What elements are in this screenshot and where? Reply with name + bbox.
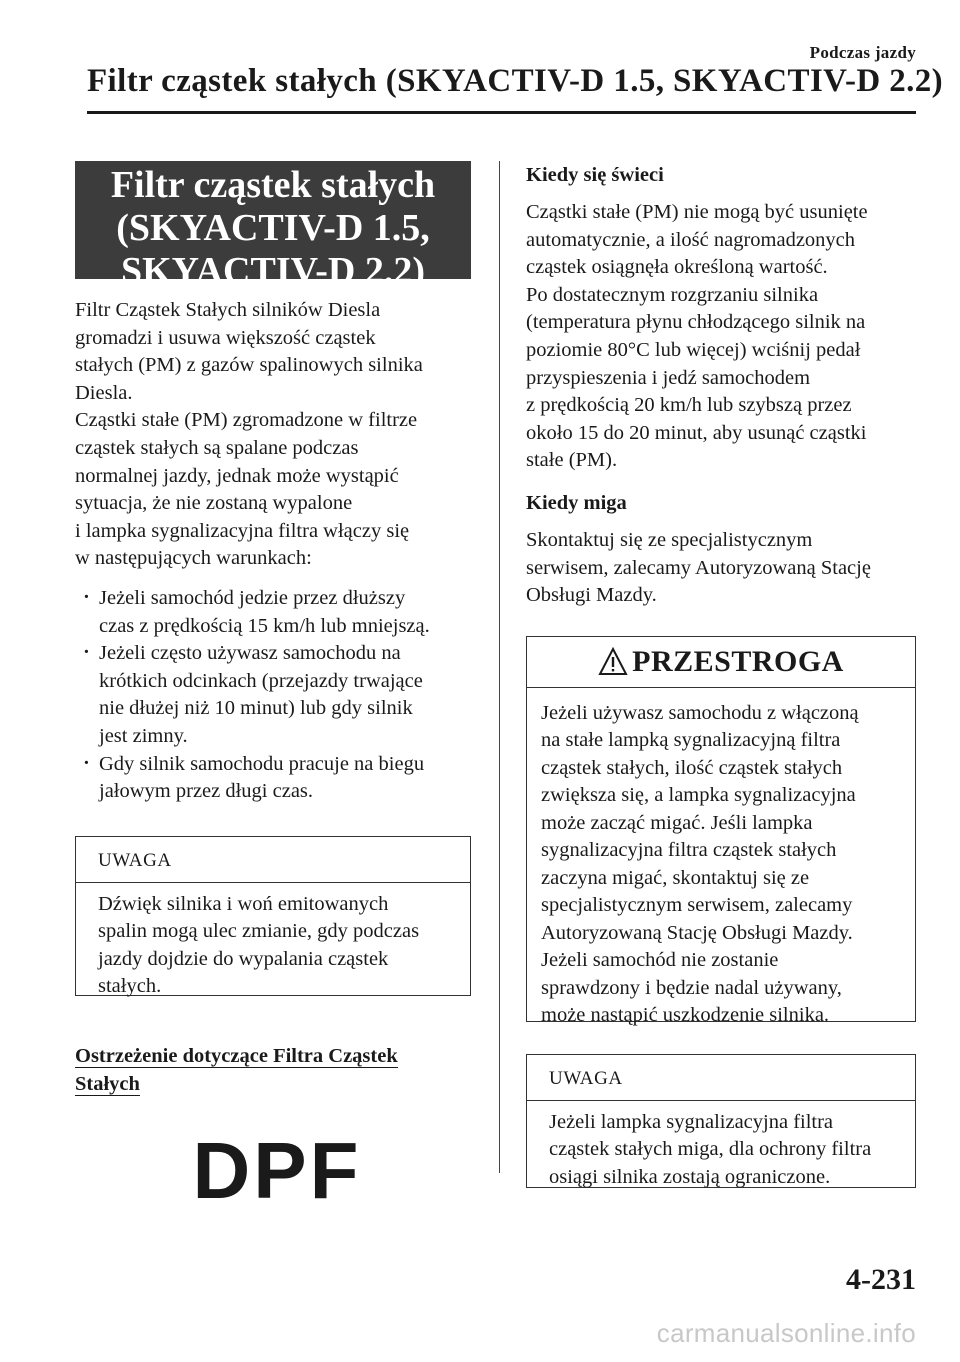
text-line: jałowym przez długi czas. (99, 780, 314, 803)
text-line: Jeżeli samochód nie zostanie (541, 949, 779, 972)
page-header-title: Filtr cząstek stałych (SKYACTIV-D 1.5, SKYACTIV-D 2.2) (87, 63, 944, 99)
text-line: serwisem, zalecamy Autoryzowaną Stację (526, 556, 871, 579)
note-box (526, 1054, 916, 1188)
text-line: stałych (PM) z gazów spalinowych silnika (75, 354, 423, 377)
left-column (75, 161, 471, 1215)
text-line: spalin mogą ulec zmianie, gdy podczas (98, 920, 420, 943)
text-line: Obsługi Mazdy. (526, 584, 657, 607)
text-line: (temperatura płynu chłodzącego silnik na (526, 311, 866, 334)
text-line: jest zimny. (99, 724, 188, 747)
warning-triangle-icon (598, 647, 628, 677)
text-line: Jeżeli używasz samochodu z włączoną (541, 701, 859, 724)
conditions-list (75, 585, 471, 806)
text-line: Autoryzowaną Stację Obsługi Mazdy. (541, 921, 853, 944)
text-line: Cząstki stałe (PM) zgromadzone w filtrze (75, 409, 418, 432)
text-line: w następujących warunkach: (75, 547, 312, 570)
text-line: zaczyna migać, skontaktuj się ze (541, 866, 810, 889)
text-line: cząstek stałych, ilość cząstek stałych (541, 756, 843, 779)
section-title-line: SKYACTIV-D 2.2) (120, 250, 426, 292)
text-line: i lampka sygnalizacyjna filtra włączy się (75, 519, 410, 542)
text-line: automatycznie, a ilość nagromadzonych (526, 228, 856, 251)
text-line: specjalistycznym serwisem, zalecamy (541, 894, 853, 917)
text-line: Filtr Cząstek Stałych silników Diesla (75, 299, 381, 321)
section-title-box (75, 161, 471, 292)
section-label: Podczas jazdy (809, 43, 916, 62)
text-line: nie dłużej niż 10 minut) lub gdy silnik (99, 697, 413, 720)
dpf-indicator-icon: DPF (192, 1125, 362, 1215)
text-line: może nastąpić uszkodzenie silnika. (541, 1004, 830, 1027)
caution-header (527, 637, 915, 688)
section-title-line: (SKYACTIV-D 1.5, (116, 207, 430, 249)
text-line: Stałych (75, 1072, 140, 1095)
note-box (75, 836, 471, 996)
caution-body (527, 688, 915, 1040)
note-heading: UWAGA (76, 837, 470, 883)
text-line: jazdy dojdzie do wypalania cząstek (98, 947, 389, 970)
intro-paragraph (75, 297, 471, 573)
note-body (76, 883, 470, 1013)
text-line: Cząstki stałe (PM) nie mogą być usunięte (526, 201, 868, 223)
text-line: Ostrzeżenie dotyczące Filtra Cząstek (75, 1044, 398, 1067)
watermark: carmanualsonline.info (656, 1318, 916, 1348)
text-line: z prędkością 20 km/h lub szybszą przez (526, 394, 852, 417)
list-item (75, 751, 471, 806)
text-line: · Jeżeli często używasz samochodu na (99, 642, 401, 665)
flash-paragraph (526, 527, 916, 610)
caution-heading: PRZESTROGA (632, 644, 844, 678)
text-line: · Jeżeli samochód jedzie przez dłuższy (99, 586, 406, 609)
warning-light-heading (75, 1042, 471, 1098)
text-line: zwiększa się, a lampka sygnalizacyjna (541, 784, 856, 807)
text-line: sprawdzony i będzie nadal używany, (541, 976, 842, 999)
list-item (75, 585, 471, 640)
text-line: cząstek stałych są spalane podczas (75, 436, 359, 459)
caution-box (526, 636, 916, 1027)
page-number: 4-231 (846, 1263, 916, 1296)
section-title-line: Filtr cząstek stałych (110, 164, 436, 206)
text-line: Po dostatecznym rozgrzaniu silnika (526, 283, 819, 306)
text-line: sytuacja, że nie zostaną wypalone (75, 492, 353, 515)
text-line: Dźwięk silnika i woń emitowanych (98, 892, 389, 915)
text-line: poziomie 80°C lub więcej) wciśnij pedał (526, 338, 861, 361)
text-line: cząstek osiągnęła określoną wartość. (526, 256, 828, 279)
lit-heading: Kiedy się świeci (526, 164, 664, 186)
text-line: krótkich odcinkach (przejazdy trwające (99, 669, 423, 692)
text-line: stałych. (98, 975, 162, 998)
right-column (526, 161, 916, 1188)
note-body (527, 1101, 915, 1204)
flash-heading: Kiedy miga (526, 491, 627, 514)
note-heading: UWAGA (527, 1055, 915, 1101)
lit-paragraph (526, 199, 916, 475)
text-line: Skontaktuj się ze specjalistycznym (526, 528, 813, 551)
text-line: cząstek stałych miga, dla ochrony filtra (549, 1138, 872, 1161)
list-item (75, 640, 471, 750)
text-line: czas z prędkością 15 km/h lub mniejszą. (99, 614, 430, 637)
text-line: Diesla. (75, 381, 133, 404)
text-line: normalnej jazdy, jednak może wystąpić (75, 464, 399, 487)
text-line: gromadzi i usuwa większość cząstek (75, 326, 376, 349)
text-line: około 15 do 20 minut, aby usunąć cząstki (526, 421, 867, 444)
text-line: przyspieszenia i jedź samochodem (526, 366, 811, 389)
text-line: na stałe lampką sygnalizacyjną filtra (541, 729, 841, 752)
text-line: osiągi silnika zostają ograniczone. (549, 1165, 831, 1188)
text-line: może zacząć migać. Jeśli lampka (541, 811, 813, 834)
header-rule (87, 111, 916, 114)
text-line: sygnalizacyjna filtra cząstek stałych (541, 839, 837, 862)
text-line: stałe (PM). (526, 449, 618, 472)
text-line: Jeżeli lampka sygnalizacyjna filtra (549, 1110, 834, 1133)
column-divider (499, 161, 500, 1173)
text-line: · Gdy silnik samochodu pracuje na biegu (99, 752, 425, 775)
